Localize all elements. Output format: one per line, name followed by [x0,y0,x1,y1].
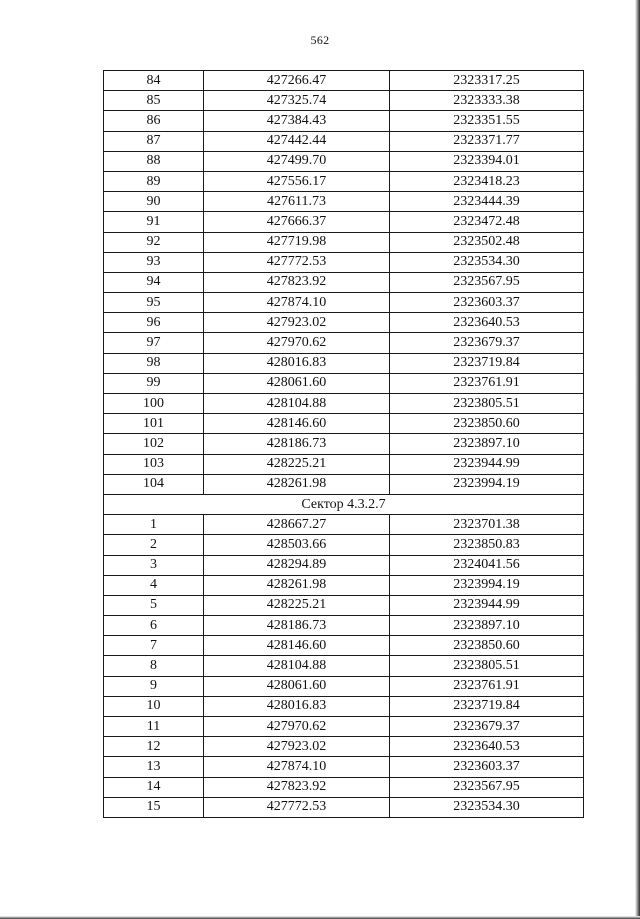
y-coordinate-cell: 2323850.60 [390,636,584,656]
table-row [104,434,584,454]
table-row [104,111,584,131]
x-coordinate-cell: 427874.10 [204,757,390,777]
table-row [104,394,584,414]
point-number-cell: 5 [104,595,204,615]
table-row [104,373,584,393]
table-row [104,91,584,111]
y-coordinate-cell: 2323418.23 [390,171,584,191]
point-number-cell: 15 [104,797,204,817]
point-number-cell: 13 [104,757,204,777]
point-number-cell: 1 [104,515,204,535]
y-coordinate-cell: 2323534.30 [390,252,584,272]
point-number-cell: 3 [104,555,204,575]
y-coordinate-cell: 2323603.37 [390,293,584,313]
sector-heading: Сектор 4.3.2.7 [104,494,584,514]
table-row [104,131,584,151]
y-coordinate-cell: 2323444.39 [390,192,584,212]
y-coordinate-cell: 2323850.60 [390,414,584,434]
x-coordinate-cell: 427499.70 [204,151,390,171]
y-coordinate-cell: 2323719.84 [390,353,584,373]
x-coordinate-cell: 428225.21 [204,595,390,615]
table-row [104,636,584,656]
table-row [104,777,584,797]
y-coordinate-cell: 2323897.10 [390,616,584,636]
x-coordinate-cell: 427666.37 [204,212,390,232]
point-number-cell: 100 [104,394,204,414]
x-coordinate-cell: 428146.60 [204,414,390,434]
y-coordinate-cell: 2323640.53 [390,737,584,757]
point-number-cell: 84 [104,71,204,91]
y-coordinate-cell: 2323897.10 [390,434,584,454]
table-row [104,212,584,232]
y-coordinate-cell: 2323994.19 [390,474,584,494]
x-coordinate-cell: 427442.44 [204,131,390,151]
x-coordinate-cell: 428061.60 [204,373,390,393]
point-number-cell: 91 [104,212,204,232]
point-number-cell: 98 [104,353,204,373]
table-row [104,535,584,555]
y-coordinate-cell: 2323351.55 [390,111,584,131]
y-coordinate-cell: 2323317.25 [390,71,584,91]
y-coordinate-cell: 2323850.83 [390,535,584,555]
table-row [104,252,584,272]
x-coordinate-cell: 427874.10 [204,293,390,313]
x-coordinate-cell: 428261.98 [204,575,390,595]
x-coordinate-cell: 428186.73 [204,434,390,454]
point-number-cell: 85 [104,91,204,111]
x-coordinate-cell: 427266.47 [204,71,390,91]
y-coordinate-cell: 2323701.38 [390,515,584,535]
y-coordinate-cell: 2323472.48 [390,212,584,232]
table-row [104,737,584,757]
table-row [104,595,584,615]
x-coordinate-cell: 427970.62 [204,717,390,737]
table-row [104,515,584,535]
y-coordinate-cell: 2323502.48 [390,232,584,252]
point-number-cell: 99 [104,373,204,393]
point-number-cell: 92 [104,232,204,252]
y-coordinate-cell: 2323994.19 [390,575,584,595]
point-number-cell: 93 [104,252,204,272]
table-row [104,171,584,191]
point-number-cell: 12 [104,737,204,757]
x-coordinate-cell: 427772.53 [204,797,390,817]
y-coordinate-cell: 2323679.37 [390,333,584,353]
sector-heading-row [104,494,584,514]
x-coordinate-cell: 427823.92 [204,777,390,797]
x-coordinate-cell: 427556.17 [204,171,390,191]
point-number-cell: 103 [104,454,204,474]
x-coordinate-cell: 427823.92 [204,272,390,292]
point-number-cell: 4 [104,575,204,595]
y-coordinate-cell: 2323761.91 [390,373,584,393]
table-row [104,696,584,716]
y-coordinate-cell: 2323805.51 [390,394,584,414]
point-number-cell: 95 [104,293,204,313]
table-row [104,293,584,313]
y-coordinate-cell: 2323394.01 [390,151,584,171]
x-coordinate-cell: 428261.98 [204,474,390,494]
y-coordinate-cell: 2323534.30 [390,797,584,817]
x-coordinate-cell: 428016.83 [204,353,390,373]
table-row [104,353,584,373]
x-coordinate-cell: 427611.73 [204,192,390,212]
table-row [104,797,584,817]
x-coordinate-cell: 428667.27 [204,515,390,535]
y-coordinate-cell: 2323371.77 [390,131,584,151]
point-number-cell: 7 [104,636,204,656]
table-row [104,192,584,212]
table-row [104,272,584,292]
y-coordinate-cell: 2323679.37 [390,717,584,737]
y-coordinate-cell: 2323719.84 [390,696,584,716]
x-coordinate-cell: 427325.74 [204,91,390,111]
y-coordinate-cell: 2323944.99 [390,595,584,615]
x-coordinate-cell: 428225.21 [204,454,390,474]
table-row [104,656,584,676]
table-row [104,717,584,737]
x-coordinate-cell: 427923.02 [204,313,390,333]
x-coordinate-cell: 428186.73 [204,616,390,636]
x-coordinate-cell: 428503.66 [204,535,390,555]
y-coordinate-cell: 2324041.56 [390,555,584,575]
point-number-cell: 104 [104,474,204,494]
point-number-cell: 10 [104,696,204,716]
table-row [104,757,584,777]
point-number-cell: 14 [104,777,204,797]
table-row [104,676,584,696]
point-number-cell: 87 [104,131,204,151]
coordinates-table [103,70,584,818]
y-coordinate-cell: 2323944.99 [390,454,584,474]
x-coordinate-cell: 428104.88 [204,656,390,676]
point-number-cell: 6 [104,616,204,636]
coordinates-table-body [104,71,584,818]
x-coordinate-cell: 427772.53 [204,252,390,272]
point-number-cell: 86 [104,111,204,131]
point-number-cell: 96 [104,313,204,333]
point-number-cell: 90 [104,192,204,212]
point-number-cell: 2 [104,535,204,555]
x-coordinate-cell: 427384.43 [204,111,390,131]
y-coordinate-cell: 2323640.53 [390,313,584,333]
y-coordinate-cell: 2323603.37 [390,757,584,777]
y-coordinate-cell: 2323805.51 [390,656,584,676]
y-coordinate-cell: 2323333.38 [390,91,584,111]
point-number-cell: 11 [104,717,204,737]
table-row [104,454,584,474]
x-coordinate-cell: 428294.89 [204,555,390,575]
point-number-cell: 94 [104,272,204,292]
x-coordinate-cell: 427923.02 [204,737,390,757]
table-row [104,232,584,252]
y-coordinate-cell: 2323761.91 [390,676,584,696]
table-row [104,71,584,91]
table-row [104,151,584,171]
table-row [104,575,584,595]
table-row [104,313,584,333]
y-coordinate-cell: 2323567.95 [390,777,584,797]
x-coordinate-cell: 428061.60 [204,676,390,696]
x-coordinate-cell: 427719.98 [204,232,390,252]
table-row [104,333,584,353]
point-number-cell: 88 [104,151,204,171]
y-coordinate-cell: 2323567.95 [390,272,584,292]
table-row [104,414,584,434]
page-number: 562 [310,33,330,47]
x-coordinate-cell: 427970.62 [204,333,390,353]
x-coordinate-cell: 428146.60 [204,636,390,656]
point-number-cell: 9 [104,676,204,696]
point-number-cell: 8 [104,656,204,676]
table-row [104,616,584,636]
point-number-cell: 101 [104,414,204,434]
x-coordinate-cell: 428104.88 [204,394,390,414]
scan-edge-shadow [635,0,640,919]
table-row [104,555,584,575]
x-coordinate-cell: 428016.83 [204,696,390,716]
point-number-cell: 102 [104,434,204,454]
point-number-cell: 89 [104,171,204,191]
table-row [104,474,584,494]
point-number-cell: 97 [104,333,204,353]
